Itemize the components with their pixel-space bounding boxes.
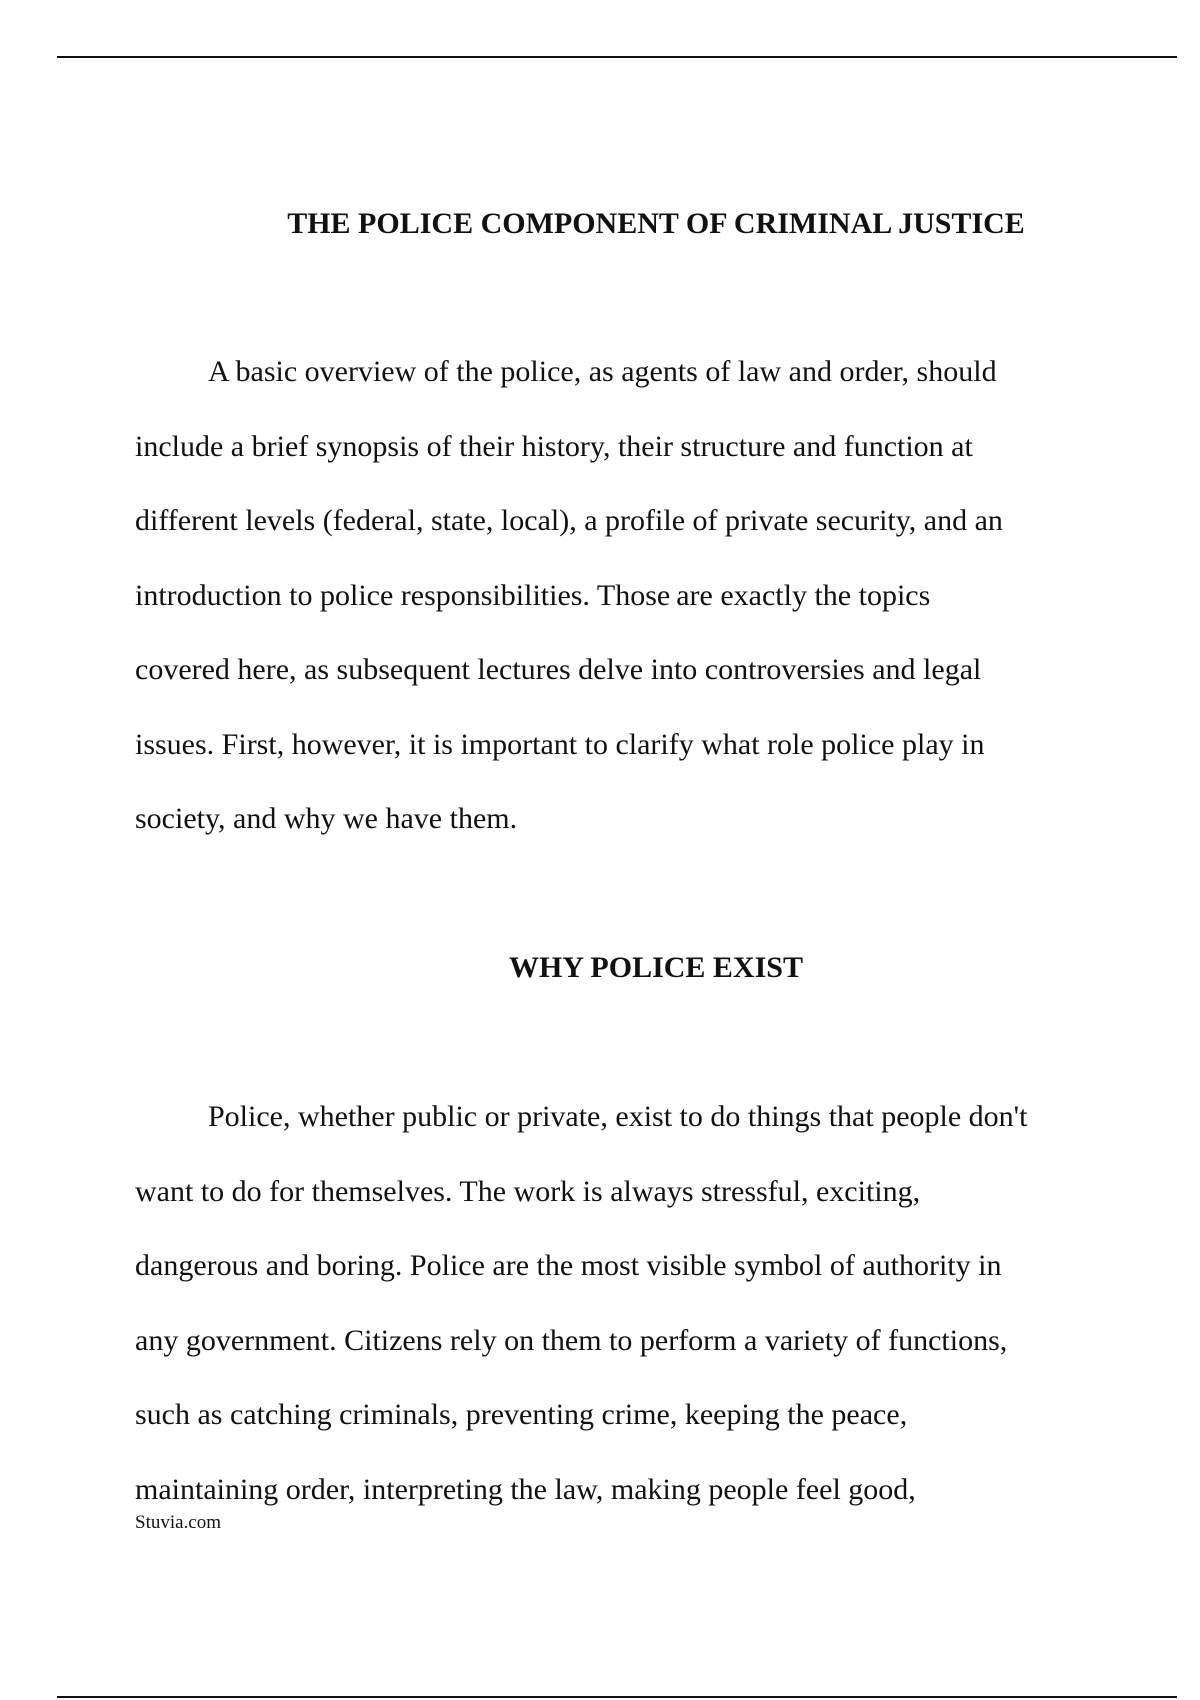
paragraph-line: include a brief synopsis of their history, their structure and function at	[135, 429, 973, 463]
paragraph-line: Police, whether public or private, exist to do things that people don't	[208, 1100, 1028, 1133]
paragraph-line: dangerous and boring. Police are the most visible symbol of authority in	[135, 1249, 1002, 1282]
document-title: THE POLICE COMPONENT OF CRIMINAL JUSTICE	[287, 207, 1025, 240]
paragraph-line: maintaining order, interpreting the law, making people feel good,	[135, 1472, 916, 1506]
intro-paragraph	[135, 335, 1135, 857]
paragraph-line: different levels (federal, state, local), a profile of private security, and an	[135, 504, 1003, 537]
paragraph-line: introduction to police responsibilities. Those are exactly the topics	[135, 578, 931, 612]
paragraph-line: any government. Citizens rely on them to perform a variety of functions,	[135, 1323, 1008, 1357]
paragraph-line: covered here, as subsequent lectures delve into controversies and legal	[135, 653, 982, 686]
top-rule	[57, 56, 1177, 58]
paragraph-line: want to do for themselves. The work is always stressful, exciting,	[135, 1174, 921, 1208]
paragraph-line: society, and why we have them.	[135, 802, 518, 835]
paragraph-line: issues. First, however, it is important to clarify what role police play in	[135, 727, 985, 761]
footer-brand: Stuvia.com	[135, 1512, 222, 1533]
bottom-rule	[57, 1696, 1177, 1698]
section-heading: WHY POLICE EXIST	[509, 951, 803, 984]
paragraph-line: such as catching criminals, preventing crime, keeping the peace,	[135, 1398, 908, 1431]
paragraph-line: A basic overview of the police, as agents of law and order, should	[208, 355, 997, 388]
why-police-exist-paragraph	[135, 1080, 1135, 1527]
